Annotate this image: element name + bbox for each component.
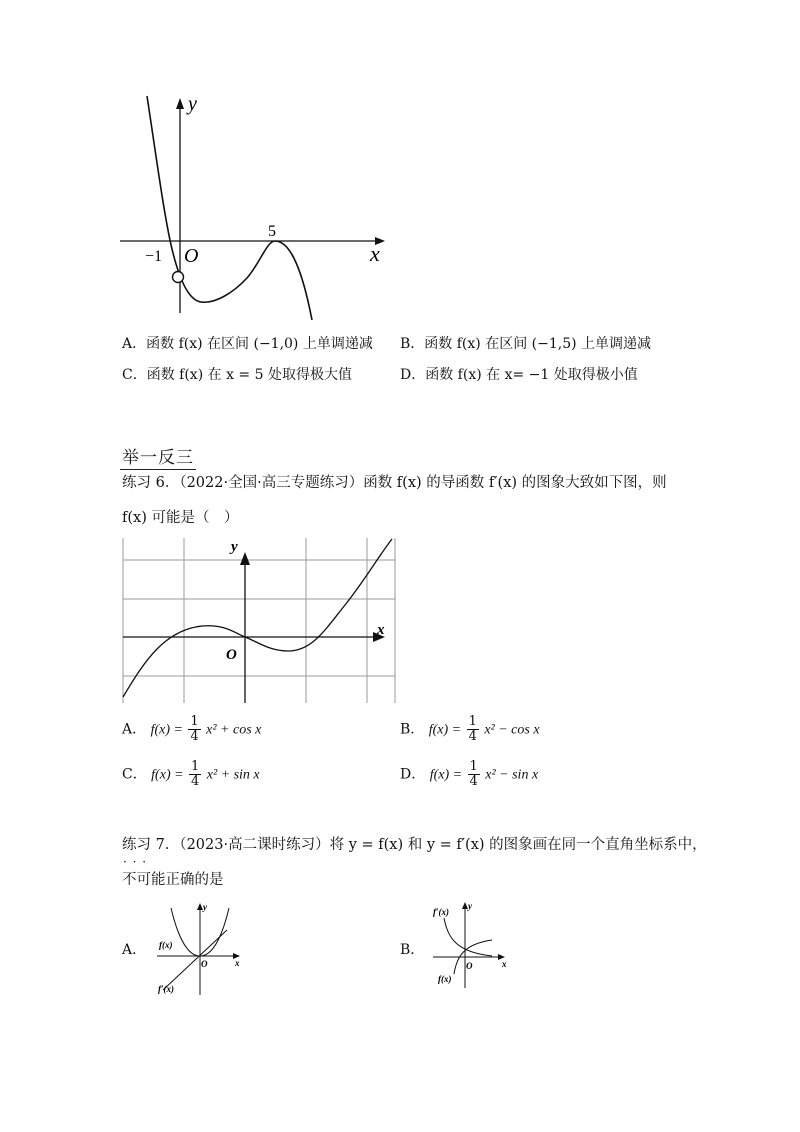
numerator: 1 (191, 759, 200, 774)
origin-label: O (184, 245, 199, 267)
y-label: y (203, 902, 207, 912)
x-label: x (235, 958, 240, 968)
q5-option-c[interactable] (122, 365, 352, 385)
option-text: 函数 f(x) 在 x= −1 处取得极小值 (425, 367, 638, 383)
option-lhs: f(x) = (151, 767, 184, 783)
denominator: 4 (468, 729, 477, 744)
function-graph-1 (115, 88, 400, 320)
numerator: 1 (469, 759, 478, 774)
origin-label: O (226, 647, 237, 663)
q7-option-a-graph[interactable] (155, 900, 250, 997)
option-letter: D． (400, 766, 426, 783)
q5-option-a[interactable] (122, 334, 373, 354)
denominator: 4 (191, 774, 200, 789)
option-letter: B． (400, 721, 425, 738)
option-letter: A． (122, 336, 147, 352)
q6-option-d[interactable] (400, 760, 538, 789)
minus-one-label: −1 (145, 248, 163, 265)
q7-option-b-letter[interactable]: B． (400, 942, 425, 958)
q7-stem-line1: 练习 7．（2023·高二课时练习）将 y = f(x) 和 y = f′(x) 的图象画在同一个直角坐标系中， (122, 837, 707, 853)
five-label: 5 (268, 223, 276, 240)
y-axis-arrow (176, 98, 184, 109)
option-letter: D． (400, 367, 426, 383)
option-text: 函数 f(x) 在区间 (−1,5) 上单调递减 (424, 336, 652, 352)
q5-option-d[interactable] (400, 365, 638, 385)
fx-label: f(x) (159, 940, 173, 950)
fprime-label: f′(x) (158, 984, 175, 994)
option-rhs: x² − cos x (484, 722, 540, 738)
q6-option-c[interactable] (122, 760, 260, 789)
open-point (173, 272, 184, 283)
option-lhs: f(x) = (150, 722, 183, 738)
x-axis-label: x (370, 241, 380, 266)
option-rhs: x² + sin x (206, 767, 260, 783)
option-letter: C． (122, 367, 147, 383)
q6-option-b[interactable] (400, 715, 540, 744)
q7-stem-line2: 不可能正确的是 (122, 872, 224, 888)
q7-option-a-letter[interactable]: A． (122, 942, 147, 958)
x-axis-label: x (377, 622, 385, 638)
numerator: 1 (190, 714, 199, 729)
option-text: 函数 f(x) 在 x = 5 处取得极大值 (146, 367, 352, 383)
option-lhs: f(x) = (428, 722, 462, 738)
x-label: x (502, 959, 507, 969)
y-axis-arrow (240, 552, 250, 565)
origin-label: O (466, 961, 473, 971)
denominator: 4 (190, 729, 199, 744)
option-rhs: x² − sin x (485, 767, 539, 783)
section-title: 举一反三 (120, 443, 196, 470)
q5-option-b[interactable] (400, 334, 651, 354)
grid (123, 538, 395, 703)
y-label: y (468, 901, 472, 911)
line-derivative (163, 930, 227, 990)
option-lhs: f(x) = (429, 767, 463, 783)
fraction (188, 715, 200, 744)
q6-stem-line1: 练习 6．（2022·全国·高三专题练习）函数 f(x) 的导函数 f′(x) 的图象大致如下图，则 (122, 475, 667, 491)
y-axis-label: y (188, 93, 197, 115)
fprime-label: f′(x) (433, 907, 450, 917)
fraction (467, 715, 479, 744)
origin-label: O (201, 959, 208, 969)
fraction (189, 760, 201, 789)
q6-option-a[interactable] (122, 715, 261, 744)
option-rhs: x² + cos x (206, 722, 262, 738)
option-letter: B． (400, 336, 425, 352)
y-axis-label: y (231, 539, 238, 555)
fx-label: f(x) (438, 974, 452, 984)
q7-option-b-graph[interactable] (430, 900, 515, 990)
q6-stem-line2: f(x) 可能是（ ） (122, 510, 239, 526)
option-text: 函数 f(x) 在区间 (−1,0) 上单调递减 (146, 336, 373, 352)
option-letter: C． (122, 766, 147, 783)
fraction (468, 760, 480, 789)
curve-reciprocal (444, 918, 492, 956)
curve-f (147, 96, 312, 320)
curve-f-prime (123, 539, 392, 697)
option-letter: A． (122, 721, 147, 738)
numerator: 1 (468, 714, 477, 729)
denominator: 4 (469, 774, 478, 789)
emphasis-dots: · · · (123, 855, 148, 869)
derivative-graph (120, 535, 400, 705)
